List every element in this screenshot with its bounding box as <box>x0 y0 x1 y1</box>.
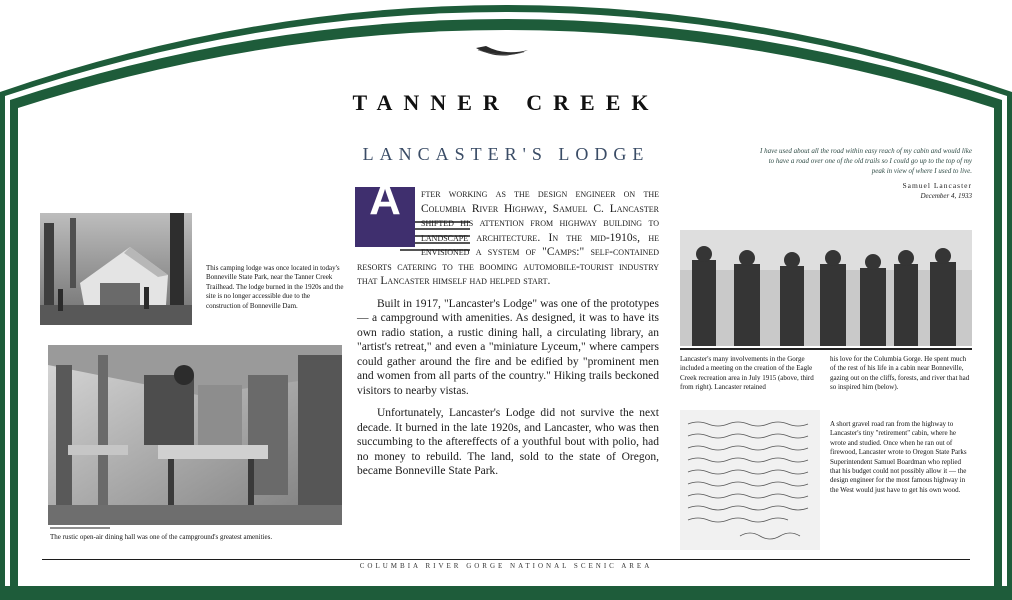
dining-hall-caption: The rustic open-air dining hall was one of the campground's greatest amenities. <box>50 533 273 541</box>
quote-date: December 4, 1933 <box>920 192 972 200</box>
letter-caption: A short gravel road ran from the highway to Lancaster's tiny "retirement" cabin, where he wrote and studied. Once when he ran out of firewood, Lancaster wrote to Oregon State Parks Superintendent Samuel Boardman who replied that his budget could not possibly allow it — the design engineer for the most famous highway in the West would just have to get his own wood. <box>830 420 967 494</box>
main-text <box>357 175 659 487</box>
letter-photo <box>680 410 820 550</box>
footer-text: COLUMBIA RIVER GORGE NATIONAL SCENIC AREA <box>359 562 653 570</box>
drop-cap: A <box>355 187 415 247</box>
paragraph-3: Unfortunately, Lancaster's Lodge did not survive the next decade. It burned in the late 1920s, and Lancaster, who was then succumbing to the aftereffects of a youthful bout with polio, had no money to rebuild. The land, sold to the state of Oregon, became Bonneville State Park. <box>357 407 659 477</box>
group-photo <box>680 230 972 346</box>
camp-photo <box>40 213 192 325</box>
paragraph-2: Built in 1917, "Lancaster's Lodge" was one of the prototypes — a campground with amenities. As designed, it was to have its own radio station, a rustic dining hall, a circulating library, an "artist's retreat," and even a "miniature Lyceum," where campers could gather around the fire and be edified by "prominent men and women from all parts of the country." Hiking trails beckoned visitors to nearby vistas. <box>357 297 659 397</box>
paragraph-1: A fter working as the design engineer on the Columbia River Highway, Samuel C. Lancaster shifted his attention from highway building to landscape architecture. In the mid-1910s, he envisioned a system of "Camps:" self-contained resorts catering to the booming automobile-tourist industry that Lancaster himself had helped start. <box>357 175 659 287</box>
quote-author: Samuel Lancaster <box>902 181 972 190</box>
dining-hall-photo <box>48 345 342 525</box>
quote-text: I have used about all the road within easy reach of my cabin and would like to have a road over one of the old trails so I could go up to the top of my peak in view of where I used to live. <box>760 147 972 175</box>
page-subtitle: LANCASTER'S LODGE <box>362 144 650 164</box>
page-title: TANNER CREEK <box>352 90 660 115</box>
group-caption: Lancaster's many involvements in the Gorge included a meeting on the creation of the Eagle Creek recreation area in July 1915 (above, third from right). Lancaster retained <box>680 355 814 392</box>
camp-caption: This camping lodge was once located in today's Bonneville State Park, near the Tanner Creek Trailhead. The lodge burned in the 1920s and the site is no longer accessible due to the construction of Bonneville Dam. <box>206 264 344 310</box>
footer-rule <box>42 559 970 560</box>
group-caption-cont: his love for the Columbia Gorge. He spent much of the rest of his life in a cabin near Bonneville, gazing out on the cliffs, forests, and river that had so inspired him (below). <box>830 355 970 392</box>
